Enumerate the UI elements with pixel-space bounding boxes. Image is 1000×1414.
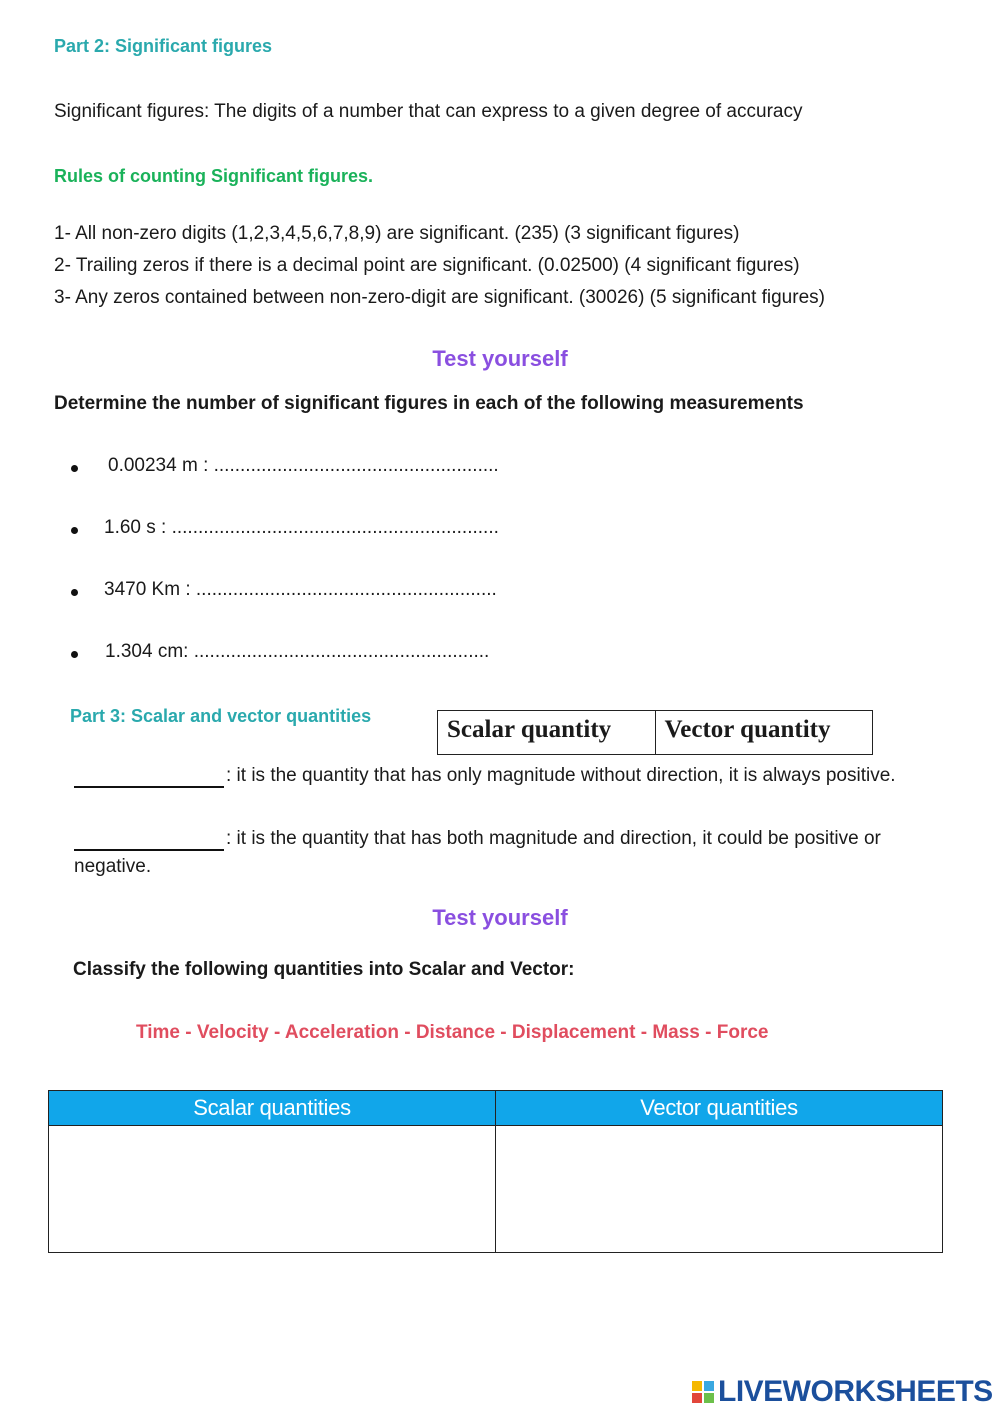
part3-heading: Part 3: Scalar and vector quantities bbox=[70, 706, 372, 726]
test1-instruction: Determine the number of significant figures in each of the following measurements bbox=[54, 393, 804, 414]
word-bank-table bbox=[437, 710, 873, 755]
vector-column-header: Vector quantities bbox=[496, 1091, 942, 1126]
rules-heading: Rules of counting Significant figures. bbox=[54, 166, 374, 186]
logo-text: LIVEWORKSHEETS bbox=[718, 1375, 993, 1408]
part2-heading: Part 2: Significant figures bbox=[54, 36, 273, 56]
vector-drop-zone[interactable] bbox=[496, 1126, 942, 1252]
scalar-definition-line bbox=[74, 764, 896, 788]
vector-definition-text: : it is the quantity that has both magnitude and direction, it could be positive or bbox=[226, 828, 881, 849]
measurement-item[interactable]: 0.00234 m : ...................................................... bbox=[108, 455, 499, 476]
scalar-column-header: Scalar quantities bbox=[49, 1091, 495, 1126]
vector-definition-line bbox=[74, 827, 881, 851]
test-yourself-title-2: Test yourself bbox=[432, 905, 568, 930]
vector-column bbox=[495, 1091, 942, 1252]
rule-1: 1- All non-zero digits (1,2,3,4,5,6,7,8,9) are significant. (235) (3 significant figures) bbox=[54, 223, 740, 244]
scalar-answer-blank[interactable] bbox=[74, 766, 224, 788]
scalar-column bbox=[49, 1091, 495, 1252]
logo-mark-icon bbox=[692, 1381, 714, 1403]
vector-answer-blank[interactable] bbox=[74, 829, 224, 851]
sig-fig-definition: Significant figures: The digits of a number that can express to a given degree of accuracy bbox=[54, 101, 803, 122]
liveworksheets-logo bbox=[692, 1375, 993, 1409]
rule-3: 3- Any zeros contained between non-zero-digit are significant. (30026) (5 significant figures) bbox=[54, 287, 825, 308]
rule-2: 2- Trailing zeros if there is a decimal point are significant. (0.02500) (4 significant figures) bbox=[54, 255, 800, 276]
quantities-list: Time - Velocity - Acceleration - Distance - Displacement - Mass - Force bbox=[136, 1022, 769, 1043]
bullet-icon bbox=[71, 651, 78, 658]
measurement-item[interactable]: 3470 Km : ......................................................... bbox=[104, 579, 497, 600]
vector-definition-continued: negative. bbox=[74, 856, 152, 877]
test-yourself-title-1: Test yourself bbox=[432, 346, 568, 371]
bullet-icon bbox=[71, 465, 78, 472]
word-bank-vector[interactable]: Vector quantity bbox=[664, 716, 831, 743]
bullet-icon bbox=[71, 589, 78, 596]
measurement-item[interactable]: 1.304 cm: ........................................................ bbox=[105, 641, 490, 662]
scalar-drop-zone[interactable] bbox=[49, 1126, 495, 1252]
measurement-item[interactable]: 1.60 s : .............................................................. bbox=[104, 517, 499, 538]
classification-table bbox=[48, 1090, 943, 1253]
scalar-definition-text: : it is the quantity that has only magnitude without direction, it is always positive. bbox=[226, 765, 896, 786]
word-bank-scalar[interactable]: Scalar quantity bbox=[438, 711, 656, 754]
test2-instruction: Classify the following quantities into Scalar and Vector: bbox=[73, 959, 575, 980]
bullet-icon bbox=[71, 527, 78, 534]
